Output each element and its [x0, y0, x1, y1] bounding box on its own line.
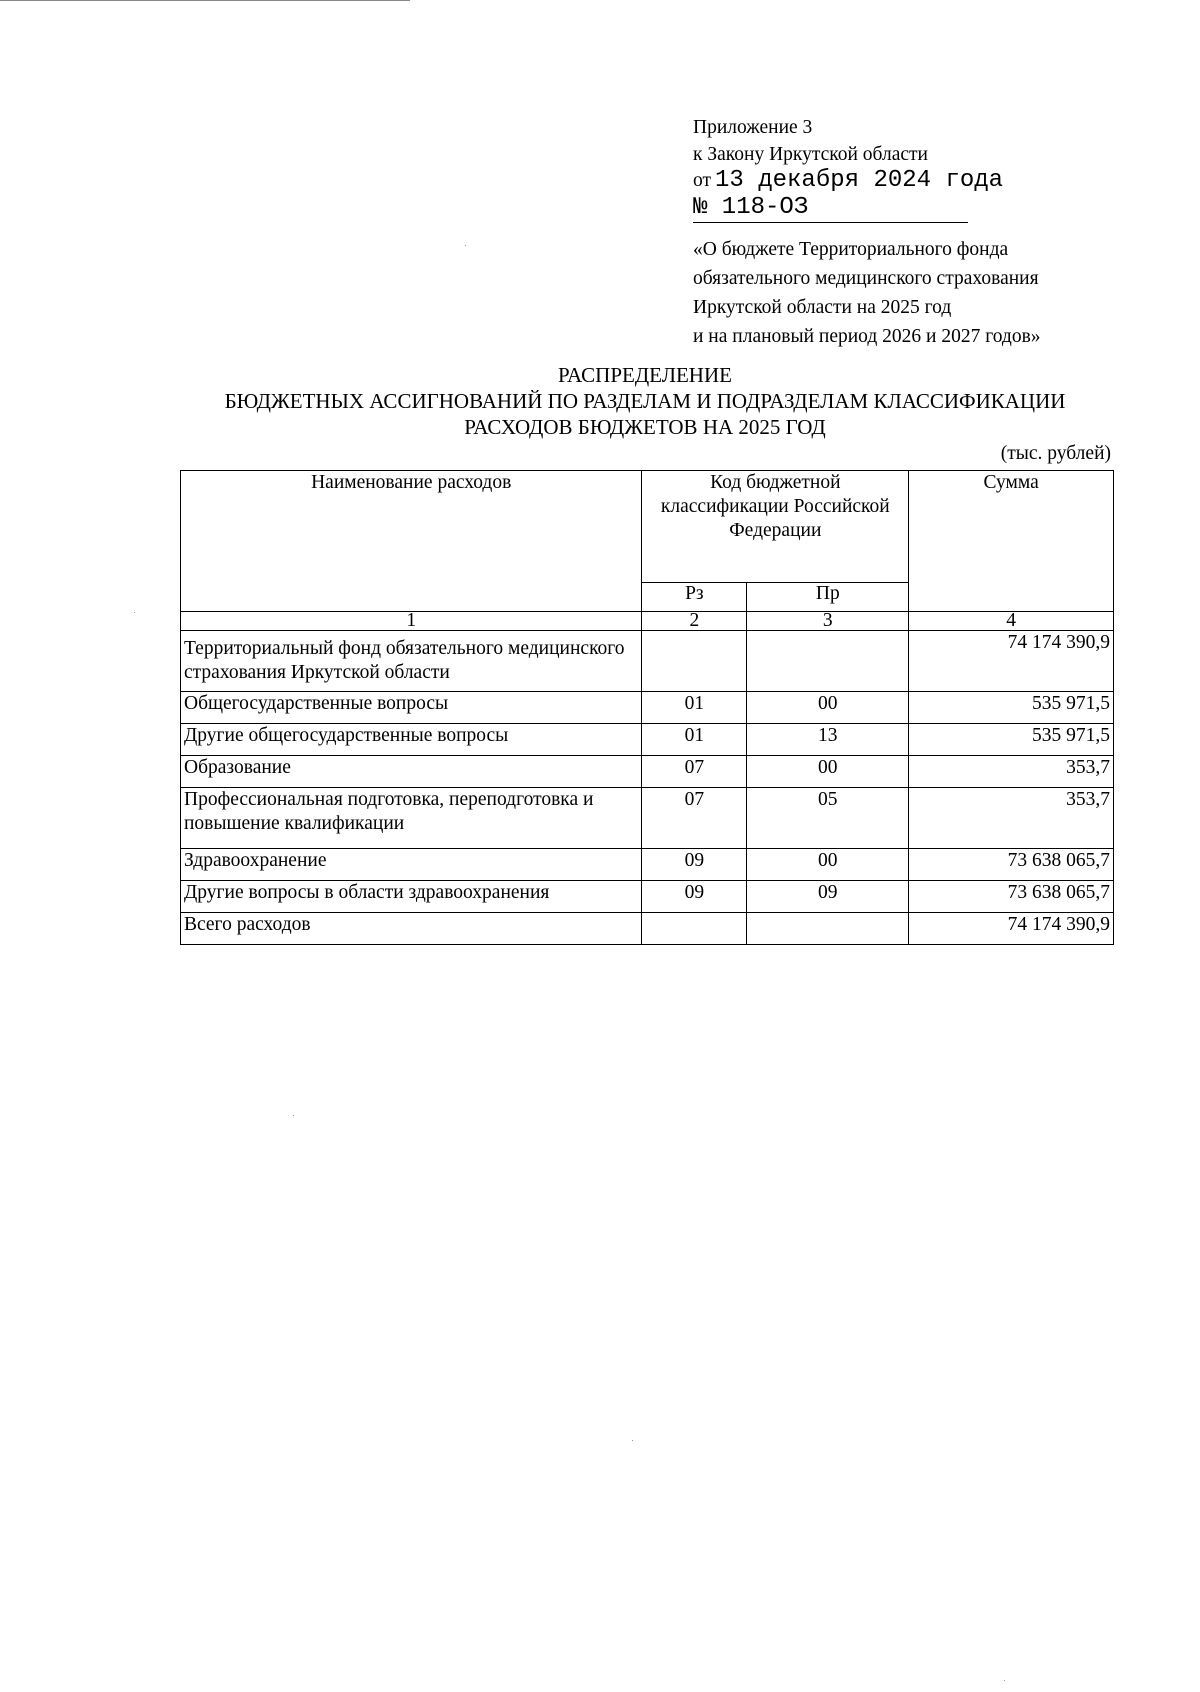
- appendix-date-prefix: от: [693, 170, 712, 191]
- scan-speck: [1004, 1680, 1005, 1681]
- row-name: Профессиональная подготовка, переподготовка и повышение квалификации: [181, 788, 642, 849]
- appendix-block: [693, 114, 1153, 351]
- index-cell: 4: [909, 612, 1114, 631]
- law-title-line: обязательного медицинского страхования: [693, 268, 1039, 289]
- scan-speck: [293, 1115, 294, 1116]
- scan-speck: [134, 612, 135, 613]
- table-row: [181, 724, 1114, 756]
- row-rz: 01: [642, 692, 747, 724]
- row-sum: 74 174 390,9: [909, 631, 1114, 692]
- row-name: Всего расходов: [181, 913, 642, 945]
- table-header-row: [181, 471, 1114, 583]
- header-name: Наименование расходов: [181, 471, 642, 612]
- row-rz: 01: [642, 724, 747, 756]
- row-pr: 13: [747, 724, 909, 756]
- table-row: [181, 756, 1114, 788]
- table-row: [181, 849, 1114, 881]
- appendix-line-2: к Закону Иркутской области: [693, 144, 928, 165]
- row-rz: 07: [642, 788, 747, 849]
- units-label: (тыс. рублей): [1000, 443, 1111, 464]
- row-pr: [747, 913, 909, 945]
- scan-edge-line: [0, 0, 410, 1]
- row-name: Здравоохранение: [181, 849, 642, 881]
- row-sum: 73 638 065,7: [909, 881, 1114, 913]
- appendix-law-title: [693, 235, 1153, 351]
- table-row: [181, 631, 1114, 692]
- table-index-row: [181, 612, 1114, 631]
- row-pr: [747, 631, 909, 692]
- row-pr: 00: [747, 756, 909, 788]
- title-line-3: РАСХОДОВ БЮДЖЕТОВ НА 2025 ГОД: [464, 415, 826, 439]
- row-rz: 09: [642, 881, 747, 913]
- document-title: [150, 362, 1140, 440]
- row-pr: 09: [747, 881, 909, 913]
- law-title-line: и на плановый период 2026 и 2027 годов»: [693, 326, 1041, 347]
- law-title-line: Иркутской области на 2025 год: [693, 297, 952, 318]
- appendix-date-value: 13 декабря 2024 года: [715, 167, 1004, 194]
- row-pr: 05: [747, 788, 909, 849]
- row-sum: 353,7: [909, 788, 1114, 849]
- row-name: Другие вопросы в области здравоохранения: [181, 881, 642, 913]
- row-sum: 535 971,5: [909, 724, 1114, 756]
- row-sum: 74 174 390,9: [909, 913, 1114, 945]
- row-pr: 00: [747, 692, 909, 724]
- row-rz: [642, 631, 747, 692]
- header-sum: Сумма: [909, 471, 1114, 612]
- appendix-number: № 118-ОЗ: [693, 194, 968, 223]
- appendix-line-1: Приложение 3: [693, 117, 813, 138]
- row-name: Территориальный фонд обязательного медицинского страхования Иркутской области: [181, 631, 642, 692]
- header-rz: Рз: [642, 583, 747, 612]
- row-name: Общегосударственные вопросы: [181, 692, 642, 724]
- row-name: Другие общегосударственные вопросы: [181, 724, 642, 756]
- header-code: Код бюджетной классификации Российской Федерации: [642, 471, 909, 583]
- law-title-line: «О бюджете Территориального фонда: [693, 239, 1009, 260]
- header-pr: Пр: [747, 583, 909, 612]
- row-name: Образование: [181, 756, 642, 788]
- row-sum: 535 971,5: [909, 692, 1114, 724]
- scan-speck: [465, 245, 466, 246]
- row-rz: 07: [642, 756, 747, 788]
- budget-table: [180, 470, 1114, 945]
- row-rz: 09: [642, 849, 747, 881]
- table-row: [181, 881, 1114, 913]
- scan-speck: [632, 1440, 633, 1441]
- title-line-1: РАСПРЕДЕЛЕНИЕ: [558, 363, 732, 387]
- appendix-date: [693, 167, 1153, 195]
- index-cell: 3: [747, 612, 909, 631]
- index-cell: 1: [181, 612, 642, 631]
- row-sum: 353,7: [909, 756, 1114, 788]
- table-row: [181, 692, 1114, 724]
- table-row: [181, 913, 1114, 945]
- index-cell: 2: [642, 612, 747, 631]
- row-sum: 73 638 065,7: [909, 849, 1114, 881]
- table-row: [181, 788, 1114, 849]
- row-rz: [642, 913, 747, 945]
- row-pr: 00: [747, 849, 909, 881]
- title-line-2: БЮДЖЕТНЫХ АССИГНОВАНИЙ ПО РАЗДЕЛАМ И ПОДРАЗДЕЛАМ КЛАССИФИКАЦИИ: [224, 389, 1066, 413]
